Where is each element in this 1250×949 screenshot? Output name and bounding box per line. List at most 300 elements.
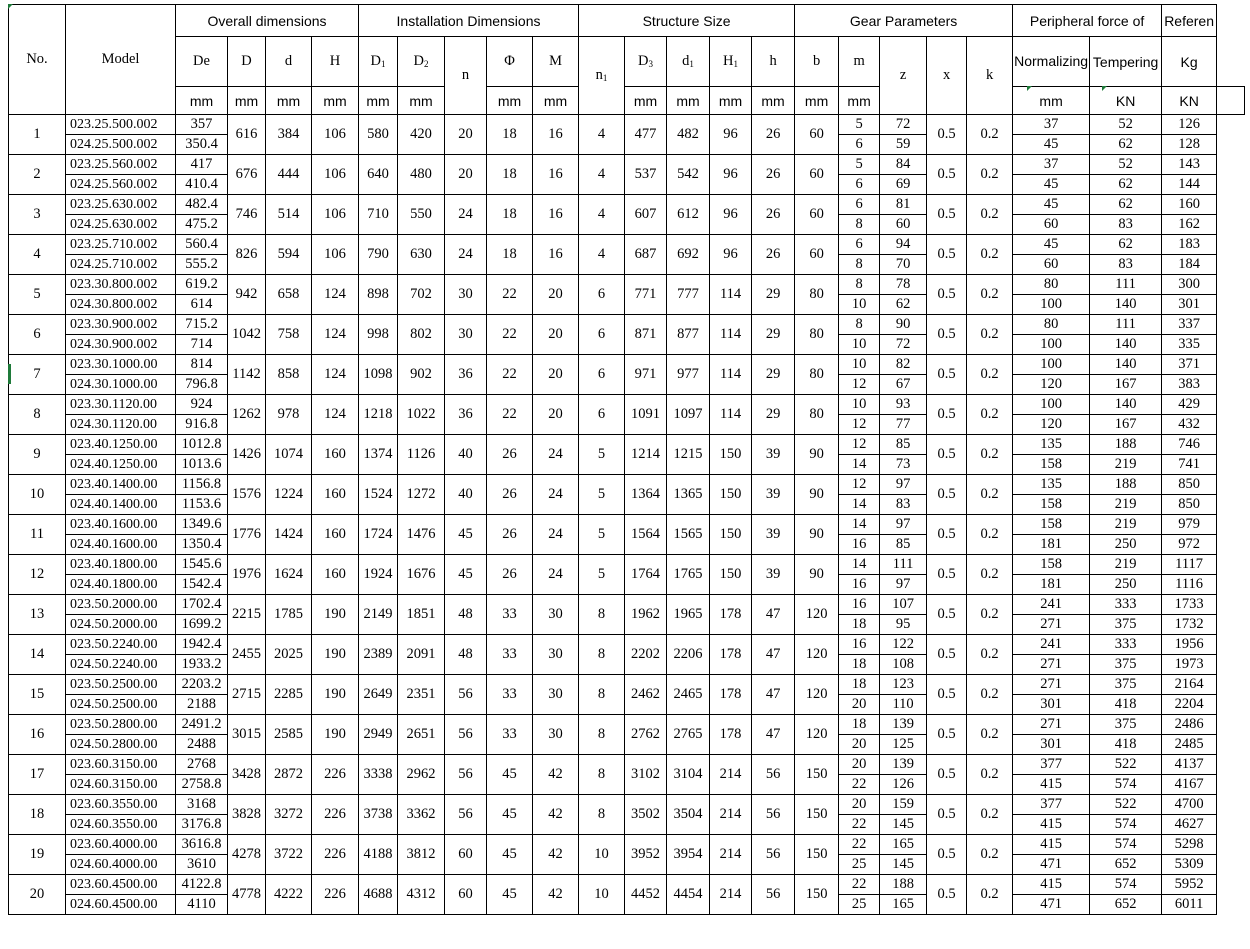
cell-kg: 1116 [1162,575,1217,595]
col-normalizing-header: Normalizing [1013,37,1090,87]
cell-d1: 1565 [667,515,710,555]
cell-d: 2025 [266,635,312,675]
cell-phi: 26 [487,435,533,475]
cell-kg: 2204 [1162,695,1217,715]
cell-tempering: 219 [1090,555,1162,575]
cell-tempering: 111 [1090,275,1162,295]
cell-d: 1224 [266,475,312,515]
cell-D: 1042 [228,315,266,355]
cell-kg: 972 [1162,535,1217,555]
cell-kg: 1732 [1162,615,1217,635]
cell-H: 226 [312,795,359,835]
cell-z: 159 [880,795,927,815]
cell-D: 3015 [228,715,266,755]
cell-H1: 114 [710,395,752,435]
cell-z: 188 [880,875,927,895]
cell-h: 47 [752,715,795,755]
cell-n1: 4 [579,115,625,155]
cell-D3: 971 [625,355,667,395]
cell-z: 145 [880,815,927,835]
cell-D: 3828 [228,795,266,835]
cell-h: 26 [752,155,795,195]
col-no-header: No. [9,5,66,115]
cell-x: 0.5 [927,515,967,555]
cell-b: 60 [795,235,839,275]
cell-m: 22 [839,775,880,795]
cell-D: 1576 [228,475,266,515]
cell-kg: 2485 [1162,735,1217,755]
cell-model: 024.50.2800.00 [66,735,176,755]
cell-d: 4222 [266,875,312,915]
cell-H1: 150 [710,555,752,595]
cell-H: 226 [312,835,359,875]
cell-model: 023.50.2500.00 [66,675,176,695]
cell-d: 1074 [266,435,312,475]
unit-mm: mm [228,87,266,115]
table-row [9,315,1245,335]
unit-mm: mm [398,87,445,115]
cell-no: 12 [9,555,66,595]
cell-tempering: 62 [1090,235,1162,255]
cell-tempering: 188 [1090,435,1162,455]
cell-normalizing: 181 [1013,535,1090,555]
cell-h: 29 [752,275,795,315]
cell-normalizing: 415 [1013,835,1090,855]
cell-tempering: 375 [1090,655,1162,675]
cell-phi: 22 [487,275,533,315]
cell-H1: 150 [710,435,752,475]
cell-b: 80 [795,355,839,395]
cell-z: 83 [880,495,927,515]
cell-H1: 114 [710,355,752,395]
cell-kg: 850 [1162,495,1217,515]
cell-D: 616 [228,115,266,155]
cell-m: 22 [839,875,880,895]
cell-D3: 3952 [625,835,667,875]
cell-m: 14 [839,515,880,535]
cell-de: 2488 [176,735,228,755]
cell-tempering: 219 [1090,495,1162,515]
cell-de: 1153.6 [176,495,228,515]
cell-D2: 630 [398,235,445,275]
cell-model: 023.50.2000.00 [66,595,176,615]
cell-D3: 607 [625,195,667,235]
cell-k: 0.2 [967,555,1013,595]
cell-phi: 18 [487,195,533,235]
cell-tempering: 219 [1090,455,1162,475]
cell-normalizing: 45 [1013,135,1090,155]
cell-model: 023.30.900.002 [66,315,176,335]
cell-comment-marker [8,4,13,9]
cell-phi: 18 [487,235,533,275]
cell-k: 0.2 [967,115,1013,155]
cell-d: 384 [266,115,312,155]
cell-tempering: 574 [1090,835,1162,855]
cell-D3: 477 [625,115,667,155]
cell-tempering: 522 [1090,755,1162,775]
cell-kg: 337 [1162,315,1217,335]
cell-normalizing: 100 [1013,355,1090,375]
cell-kg: 979 [1162,515,1217,535]
cell-n: 36 [445,355,487,395]
cell-n1: 6 [579,275,625,315]
cell-z: 73 [880,455,927,475]
col-H-header: H [312,37,359,87]
cell-de: 2188 [176,695,228,715]
cell-no: 20 [9,875,66,915]
cell-no: 5 [9,275,66,315]
cell-d1: 1965 [667,595,710,635]
cell-m: 18 [839,675,880,695]
cell-M: 30 [533,715,579,755]
group-overall-dimensions: Overall dimensions [176,5,359,37]
cell-x: 0.5 [927,595,967,635]
cell-D1: 998 [359,315,398,355]
cell-x: 0.5 [927,635,967,675]
cell-model: 023.40.1250.00 [66,435,176,455]
cell-kg: 432 [1162,415,1217,435]
cell-tempering: 333 [1090,595,1162,615]
cell-H1: 114 [710,315,752,355]
cell-de: 2768 [176,755,228,775]
cell-kg: 2164 [1162,675,1217,695]
cell-model: 023.30.1000.00 [66,355,176,375]
group-gear-parameters: Gear Parameters [795,5,1013,37]
col-D3-header: $D_3$ [625,37,667,87]
table-row [9,595,1245,615]
table-row [9,835,1245,855]
unit-mm: mm [487,87,533,115]
cell-z: 145 [880,855,927,875]
cell-z: 97 [880,575,927,595]
cell-tempering: 418 [1090,695,1162,715]
cell-z: 90 [880,315,927,335]
cell-H: 106 [312,155,359,195]
table-row [9,795,1245,815]
unit-mm: mm [533,87,579,115]
cell-b: 80 [795,275,839,315]
cell-kg: 4627 [1162,815,1217,835]
col-m-header: m [839,37,880,87]
cell-m: 22 [839,835,880,855]
cell-b: 80 [795,315,839,355]
cell-M: 20 [533,395,579,435]
cell-n: 20 [445,115,487,155]
cell-model: 023.25.500.002 [66,115,176,135]
cell-kg: 1117 [1162,555,1217,575]
cell-normalizing: 45 [1013,195,1090,215]
cell-no: 2 [9,155,66,195]
cell-de: 2758.8 [176,775,228,795]
cell-model: 024.30.900.002 [66,335,176,355]
cell-d: 3722 [266,835,312,875]
cell-D3: 1564 [625,515,667,555]
cell-m: 12 [839,435,880,455]
cell-z: 85 [880,435,927,455]
cell-no: 19 [9,835,66,875]
cell-kg: 301 [1162,295,1217,315]
cell-z: 93 [880,395,927,415]
cell-kg: 143 [1162,155,1217,175]
cell-normalizing: 45 [1013,175,1090,195]
cell-z: 77 [880,415,927,435]
cell-M: 16 [533,155,579,195]
cell-de: 814 [176,355,228,375]
cell-tempering: 574 [1090,815,1162,835]
table-row [9,195,1245,215]
cell-D1: 580 [359,115,398,155]
cell-D1: 1374 [359,435,398,475]
cell-h: 39 [752,435,795,475]
cell-d1: 2206 [667,635,710,675]
cell-H1: 214 [710,755,752,795]
cell-model: 024.40.1250.00 [66,455,176,475]
cell-normalizing: 158 [1013,515,1090,535]
cell-H: 226 [312,875,359,915]
cell-D1: 3738 [359,795,398,835]
cell-tempering: 652 [1090,855,1162,875]
cell-M: 24 [533,555,579,595]
cell-M: 20 [533,315,579,355]
bearing-spec-table [8,4,1245,915]
cell-k: 0.2 [967,395,1013,435]
cell-D: 1776 [228,515,266,555]
cell-D3: 771 [625,275,667,315]
cell-H1: 214 [710,835,752,875]
cell-normalizing: 60 [1013,255,1090,275]
cell-model: 024.40.1400.00 [66,495,176,515]
cell-normalizing: 377 [1013,795,1090,815]
cell-h: 29 [752,315,795,355]
cell-phi: 22 [487,315,533,355]
cell-phi: 22 [487,395,533,435]
cell-z: 81 [880,195,927,215]
cell-kg: 741 [1162,455,1217,475]
cell-de: 1699.2 [176,615,228,635]
cell-H: 106 [312,115,359,155]
cell-z: 97 [880,475,927,495]
cell-z: 60 [880,215,927,235]
cell-b: 90 [795,435,839,475]
cell-z: 95 [880,615,927,635]
cell-D2: 802 [398,315,445,355]
cell-d: 758 [266,315,312,355]
cell-H1: 96 [710,195,752,235]
cell-h: 56 [752,875,795,915]
cell-model: 023.25.710.002 [66,235,176,255]
cell-d1: 1097 [667,395,710,435]
cell-z: 126 [880,775,927,795]
cell-m: 16 [839,595,880,615]
cell-x: 0.5 [927,275,967,315]
cell-H1: 214 [710,875,752,915]
cell-z: 165 [880,835,927,855]
cell-no: 15 [9,675,66,715]
cell-kg: 1733 [1162,595,1217,615]
col-tempering-header: Tempering [1090,37,1162,87]
unit-mm: mm [266,87,312,115]
cell-m: 25 [839,895,880,915]
col-n-header: n [445,37,487,115]
cell-de: 715.2 [176,315,228,335]
unit-mm: mm [667,87,710,115]
cell-D1: 4188 [359,835,398,875]
cell-D3: 2462 [625,675,667,715]
col-b-header: b [795,37,839,87]
cell-normalizing: 271 [1013,615,1090,635]
cell-z: 125 [880,735,927,755]
cell-phi: 45 [487,835,533,875]
cell-D2: 2962 [398,755,445,795]
cell-tempering: 140 [1090,355,1162,375]
header-group-row [9,5,1245,37]
cell-m: 22 [839,815,880,835]
cell-no: 14 [9,635,66,675]
cell-kg: 6011 [1162,895,1217,915]
cell-k: 0.2 [967,635,1013,675]
cell-D3: 1214 [625,435,667,475]
group-peripheral-force: Peripheral force of [1013,5,1162,37]
cell-m: 18 [839,715,880,735]
cell-k: 0.2 [967,275,1013,315]
cell-k: 0.2 [967,195,1013,235]
cell-m: 5 [839,115,880,135]
cell-normalizing: 158 [1013,555,1090,575]
cell-m: 18 [839,655,880,675]
cell-de: 2203.2 [176,675,228,695]
cell-n1: 8 [579,755,625,795]
cell-b: 120 [795,715,839,755]
cell-x: 0.5 [927,835,967,875]
cell-b: 120 [795,635,839,675]
unit-mm: mm [312,87,359,115]
cell-z: 108 [880,655,927,675]
cell-de: 410.4 [176,175,228,195]
cell-k: 0.2 [967,515,1013,555]
cell-n: 20 [445,155,487,195]
cell-model: 024.30.1120.00 [66,415,176,435]
cell-kg: 1956 [1162,635,1217,655]
cell-no: 16 [9,715,66,755]
table-row [9,715,1245,735]
cell-D: 4278 [228,835,266,875]
cell-D1: 898 [359,275,398,315]
cell-h: 26 [752,195,795,235]
cell-D2: 1272 [398,475,445,515]
cell-tempering: 52 [1090,155,1162,175]
cell-d: 1785 [266,595,312,635]
cell-normalizing: 471 [1013,855,1090,875]
cell-phi: 18 [487,115,533,155]
cell-d1: 1215 [667,435,710,475]
cell-no: 1 [9,115,66,155]
cell-no: 11 [9,515,66,555]
cell-H1: 178 [710,715,752,755]
cell-D1: 1098 [359,355,398,395]
row-selection-indicator [8,364,11,384]
cell-m: 20 [839,755,880,775]
cell-b: 120 [795,675,839,715]
col-k-header: k [967,37,1013,115]
cell-D1: 640 [359,155,398,195]
cell-D1: 2649 [359,675,398,715]
cell-d1: 1365 [667,475,710,515]
cell-h: 56 [752,835,795,875]
cell-D2: 1676 [398,555,445,595]
cell-H: 190 [312,715,359,755]
table-row [9,435,1245,455]
cell-k: 0.2 [967,875,1013,915]
cell-no: 4 [9,235,66,275]
cell-model: 024.25.710.002 [66,255,176,275]
cell-normalizing: 135 [1013,435,1090,455]
cell-tempering: 219 [1090,515,1162,535]
cell-kg: 183 [1162,235,1217,255]
cell-normalizing: 415 [1013,775,1090,795]
cell-h: 29 [752,355,795,395]
cell-D3: 4452 [625,875,667,915]
cell-H: 160 [312,475,359,515]
table-row [9,115,1245,135]
cell-M: 42 [533,755,579,795]
cell-de: 1349.6 [176,515,228,535]
cell-de: 1350.4 [176,535,228,555]
cell-n: 45 [445,555,487,595]
cell-de: 619.2 [176,275,228,295]
cell-k: 0.2 [967,675,1013,715]
cell-H: 124 [312,315,359,355]
cell-m: 18 [839,615,880,635]
cell-phi: 22 [487,355,533,395]
cell-phi: 33 [487,715,533,755]
cell-D: 1262 [228,395,266,435]
cell-tempering: 375 [1090,675,1162,695]
cell-m: 14 [839,455,880,475]
table-row [9,155,1245,175]
cell-H: 124 [312,395,359,435]
cell-k: 0.2 [967,355,1013,395]
cell-de: 2491.2 [176,715,228,735]
table-row [9,675,1245,695]
cell-normalizing: 120 [1013,415,1090,435]
cell-M: 30 [533,635,579,675]
unit-mm: mm [625,87,667,115]
cell-normalizing: 271 [1013,655,1090,675]
cell-model: 023.60.4000.00 [66,835,176,855]
cell-m: 20 [839,695,880,715]
cell-kg: 128 [1162,135,1217,155]
cell-D2: 420 [398,115,445,155]
table-row [9,555,1245,575]
cell-de: 1702.4 [176,595,228,615]
table-row [9,635,1245,655]
cell-D: 1976 [228,555,266,595]
col-phi-header: Φ [487,37,533,87]
cell-normalizing: 100 [1013,395,1090,415]
cell-normalizing: 80 [1013,315,1090,335]
cell-M: 24 [533,475,579,515]
cell-k: 0.2 [967,315,1013,355]
cell-model: 023.60.4500.00 [66,875,176,895]
cell-H1: 96 [710,155,752,195]
cell-n: 36 [445,395,487,435]
col-D2-header: $D_2$ [398,37,445,87]
cell-de: 1942.4 [176,635,228,655]
cell-normalizing: 301 [1013,695,1090,715]
cell-x: 0.5 [927,795,967,835]
cell-n1: 6 [579,355,625,395]
cell-model: 024.30.800.002 [66,295,176,315]
